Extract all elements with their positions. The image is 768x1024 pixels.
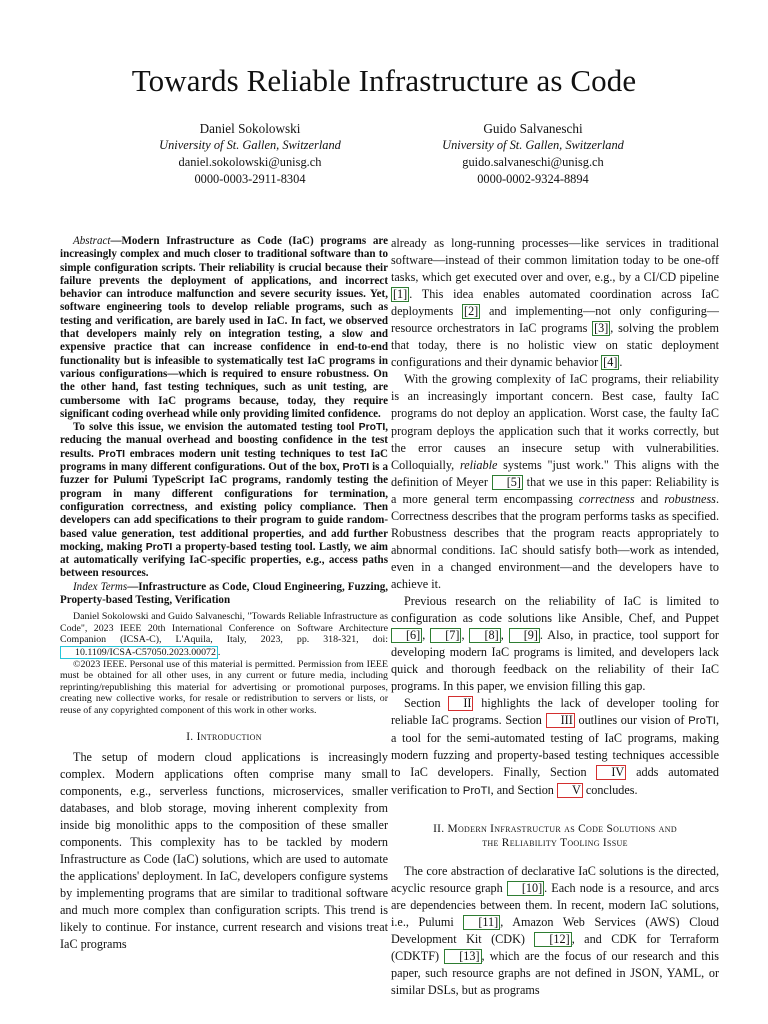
section2-paragraph-1: The core abstraction of declarative IaC solutions is the directed, acyclic resource graph [10] . Each node is a resource, and arcs are dependencies between them. In recent, modern IaC solutions, i.e., Pulumi [11] , Amazon Web Services (AWS) Cloud Development Kit (CDK) [12] , and CDK for Terraform (CDKTF) [13] , which are the focus of our research and this paper, such resource graphs are not defined in JSON, YAML, or similar DSLs, but as programs: [391, 863, 719, 997]
abstract: [60, 235, 388, 607]
tool-name: ProTI: [98, 448, 126, 460]
publication-note: [60, 611, 388, 716]
intro-paragraph-3: Previous research on the reliability of IaC is limited to configuration as code solutions like Ansible, Chef, and Puppet [6] , [7] , [8] , [9] . Also, in practice, tool support for developing modern IaC programs is limited, and developers lack quick and thorough feedback on the reliability of their IaC programs. In this paper, we envision filling this gap.: [391, 593, 719, 694]
abstract-lead: Abstract: [73, 235, 111, 247]
citation-link[interactable]: [10]: [507, 881, 544, 896]
copyright-note: ©2023 IEEE. Personal use of this material is permitted. Permission from IEEE must be obtained for all other uses, in any current or future media, including reprinting/republishing this material for advertising or promotional purposes, creating new collective works, for resale or redistribution to servers or lists, or reuse of any copyrighted component of this work in other works.: [60, 658, 388, 716]
citation-link[interactable]: [13]: [444, 949, 481, 964]
citation-link[interactable]: [6]: [391, 628, 422, 643]
doi-link[interactable]: 10.1109/ICSA-C57050.2023.00072: [60, 646, 218, 659]
citation-note: Daniel Sokolowski and Guido Salvaneschi, "Towards Reliable Infrastructure as Code", 2023 IEEE 20th International Conference on Software Architecture Companion (ICSA-C), L'Aquila, Italy, 2023, pp. 318-321, doi: 10.1109/ICSA-C57050.2023.00072 .: [60, 611, 388, 658]
author-name: Guido Salvaneschi: [483, 121, 583, 136]
right-column: [391, 235, 719, 999]
author-email: daniel.sokolowski@unisg.ch: [178, 155, 322, 169]
author-block-1: [100, 120, 400, 188]
index-terms-lead: Index Terms: [73, 580, 128, 593]
citation-link[interactable]: [8]: [469, 628, 500, 643]
section-link[interactable]: II: [448, 696, 473, 711]
abstract-paragraph-1: Abstract—Modern Infrastructure as Code (IaC) programs are increasingly complex and much closer to traditional software than to simple configuration scripts. Their reliability is crucial because their failure prevents the deployment of applications, and incorrect behavior can introduce malfunction and severe security issues. Yet, software engineering tools to develop reliable programs, such as testing and verification, are barely used in IaC. In fact, we observed that developers mainly rely on integration testing, a slow and expensive practice that can increase confidence in end-to-end functionality but is infeasible to systematically test IaC programs in various configurations—which is required to ensure robustness. On the other hand, fast testing techniques, such as unit testing, are cumbersome with IaC programs because, today, they require significant coding overhead while only providing limited confidence.: [60, 235, 388, 420]
index-terms: Index Terms—Infrastructure as Code, Cloud Engineering, Fuzzing, Property-based Testing, Verification: [60, 580, 388, 607]
citation-link[interactable]: [9]: [509, 628, 540, 643]
section-heading-2: II. Modern Infrastructur as Code Solutions and the Reliability Tooling Issue: [433, 822, 677, 850]
section-heading-introduction: I. Introduction: [186, 731, 262, 744]
paper-title: Towards Reliable Infrastructure as Code: [131, 63, 637, 98]
author-orcid: 0000-0003-2911-8304: [194, 172, 306, 186]
tool-name: ProTI: [342, 462, 370, 474]
intro-paragraph-2: With the growing complexity of IaC programs, their reliability is an increasingly important concern. Best case, faulty IaC programs do not deploy an application. Worst case, the faulty IaC program deploys the application such that it works correctly, but the error causes an insecure setup with vulnerabilities. Colloquially, reliable systems "just work." This aligns with the definition of Meyer [5] that we use in this paper: Reliability is a more general term encompassing correctness and robustness. Correctness describes that the program performs tasks as specified. Robustness describes that the program reacts appropriately to abnormal conditions. IaC should satisfy both—work as intended, even in a changed environment—and the developers have to achieve it.: [391, 372, 719, 591]
section-link[interactable]: IV: [596, 765, 626, 780]
tool-name: ProTI: [688, 715, 716, 728]
intro-paragraph-4: Section II highlights the lack of developer tooling for reliable IaC programs. Section III outlines our vision of ProTI, a tool for the semi-automated testing of IaC programs, making modern fuzzing and property-based testing techniques accessible to IaC developers. Finally, Section IV adds automated verification to ProTI, and Section V concludes.: [391, 696, 719, 797]
intro-paragraph-1: The setup of modern cloud applications is increasingly complex. Modern applications often comprise many small components, e.g., serverless functions, microservices, smaller databases, and blob storage, moving inherent complexity from inside big monolithic apps to the composition of these smaller components. This complexity has to be tackled by modern Infrastructure as Code (IaC) solutions, which are used to automate the applications' deployment. In IaC, developers configure systems by implementing programs that are similar to traditional software and much more complex than configuration scripts. This trend is likely to continue. For instance, current research and visions treat IaC programs: [60, 749, 388, 952]
section-link[interactable]: V: [557, 783, 583, 798]
author-orcid: 0000-0002-9324-8894: [477, 172, 589, 186]
section-link[interactable]: III: [546, 713, 575, 728]
tool-name: ProTI: [145, 541, 173, 553]
tool-name: ProTI: [462, 784, 491, 797]
citation-link[interactable]: [7]: [430, 628, 461, 643]
citation-link[interactable]: [5]: [492, 475, 523, 490]
intro-paragraph-1-continued: already as long-running processes—like services in traditional software—instead of their common limitation today to be one-off tasks, which get executed over and over, e.g., by a CI/CD pipeline [1] . This idea enables automated coordination across IaC deployments [2] and implementing—not only configuring—resource orchestrators in IaC programs [3] , solving the problem that today, there is no holistic view on static deployment configurations and their dynamic behavior [4] .: [391, 236, 719, 370]
citation-link[interactable]: [11]: [463, 915, 500, 930]
abstract-paragraph-2: To solve this issue, we envision the automated testing tool ProTI, reducing the manual overhead and boosting confidence in the test results. ProTI embraces modern unit testing techniques to test IaC programs in many different configurations. Out of the box, ProTI is a fuzzer for Pulumi TypeScript IaC programs, randomly testing the program in many different configurations for termination, configuration correctness, and existing policy compliance. Then developers can add specifications to their program to guide random-based value generation, test additional properties, and add further mocking, making ProTI a property-based testing tool. Lastly, we aim at automatically verifying IaC-specific properties, e.g., access paths between resources.: [60, 421, 388, 580]
tool-name: ProTI: [358, 422, 386, 434]
left-column: [60, 235, 388, 953]
citation-link[interactable]: [12]: [534, 932, 571, 947]
author-affiliation: University of St. Gallen, Switzerland: [159, 138, 341, 152]
citation-link[interactable]: [4]: [603, 355, 618, 370]
citation-link[interactable]: [1]: [393, 287, 408, 302]
author-block-2: [383, 120, 683, 188]
author-email: guido.salvaneschi@unisg.ch: [462, 155, 604, 169]
author-affiliation: University of St. Gallen, Switzerland: [442, 138, 624, 152]
author-name: Daniel Sokolowski: [199, 121, 301, 136]
citation-link[interactable]: [2]: [464, 304, 479, 319]
citation-link[interactable]: [3]: [594, 321, 609, 336]
